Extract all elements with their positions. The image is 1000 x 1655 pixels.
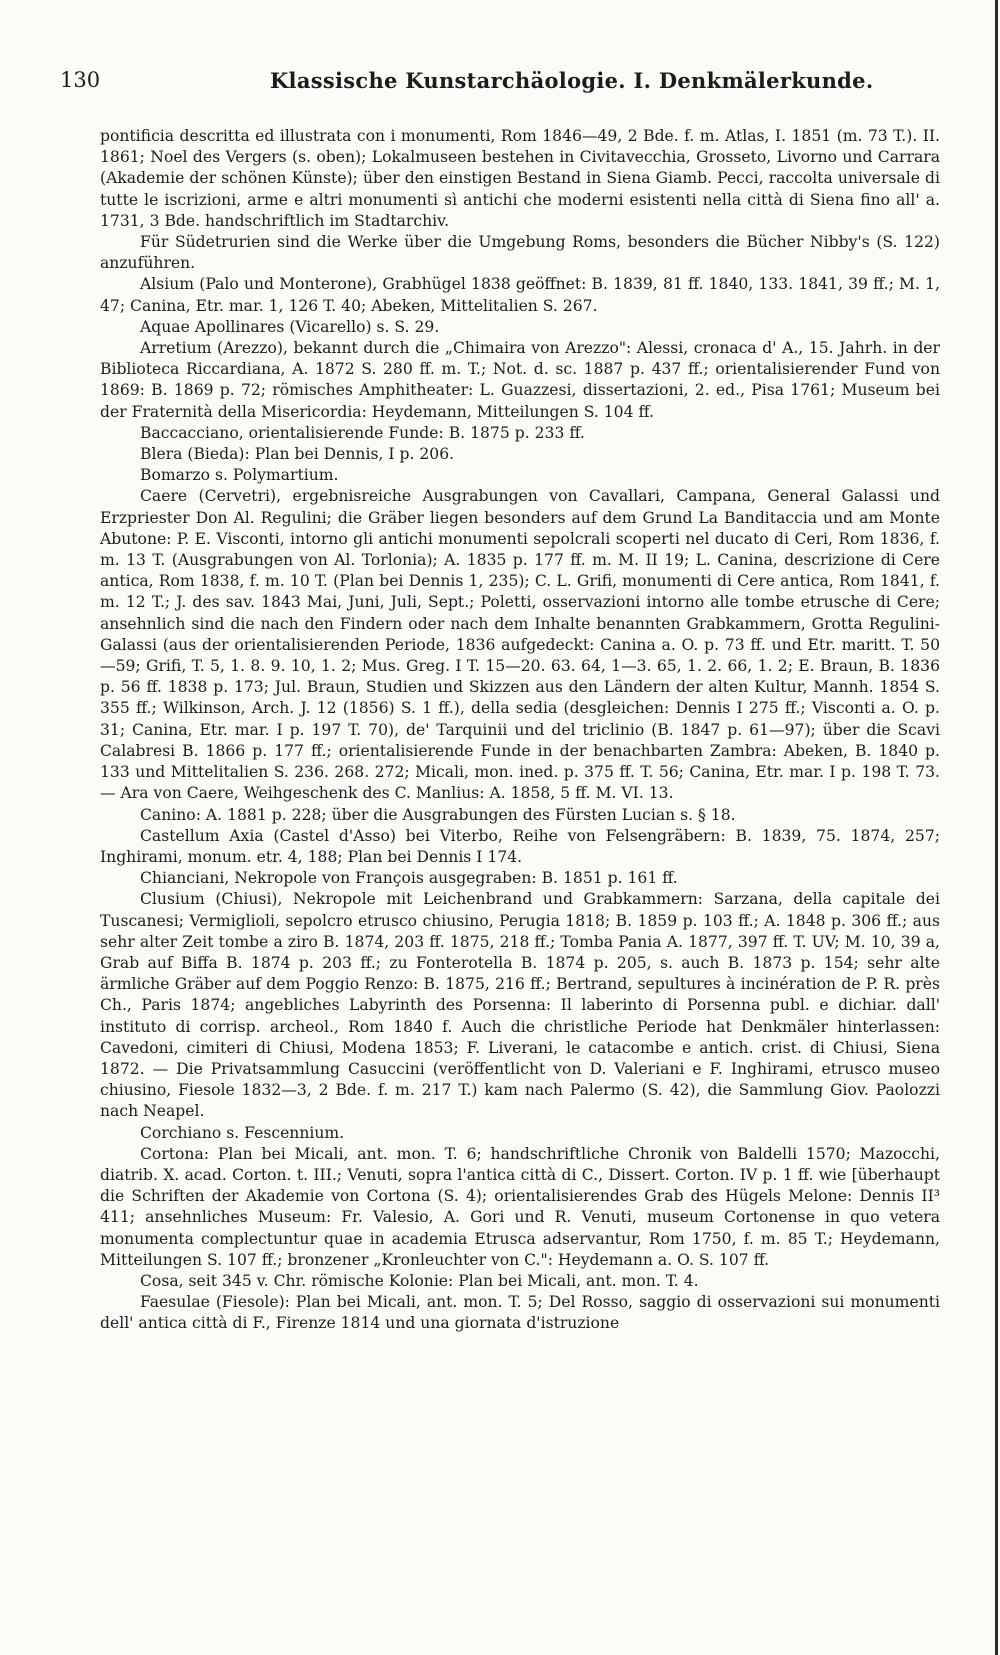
entry-castellum-axia: Castellum Axia (Castel d'Asso) bei Viterbo, Reihe von Felsengräbern: B. 1839, 75. 1874, 257; Inghirami, monum. etr. 4, 188; Plan bei Dennis I 174.	[100, 826, 940, 866]
entry-clusium: Clusium (Chiusi), Nekropole mit Leichenbrand und Grabkammern: Sarzana, della capitale dei Tuscanesi; Vermiglioli, sepolcro etrusco chiusino, Perugia 1818; B. 1859 p. 103 ff.; A. 1848 p. 306 ff.; aus sehr alter Zeit tombe a ziro B. 1874, 203 ff. 1875, 218 ff.; Tomba Pania A. 1877, 397 ff. T. UV; M. 10, 39 a, Grab auf Biffa B. 1874 p. 203 ff.; zu Fonterotella B. 1874 p. 205, s. auch B. 1873 p. 154; sehr alte ärmliche Gräber auf dem Poggio Renzo: B. 1875, 216 ff.; Bertrand, sepultures à incinération de P. R. près Ch., Paris 1874; angebliches Labyrinth des Porsenna: Il laberinto di Porsenna publ. e dichiar. dall' instituto di corrisp. archeol., Rom 1840 f. Auch die christliche Periode hat Denkmäler hinterlassen: Cavedoni, cimiteri di Chiusi, Modena 1853; F. Liverani, le catacombe e antich. crist. di Chiusi, Siena 1872. — Die Privatsammlung Casuccini (veröffentlicht von D. Valeriani e F. Inghirami, etrusco museo chiusino, Fiesole 1832—3, 2 Bde. f. m. 217 T.) kam nach Palermo (S. 42), die Sammlung Giov. Paolozzi nach Neapel.	[100, 890, 940, 1121]
page-number: 130	[60, 68, 101, 92]
entry-caere: Caere (Cervetri), ergebnisreiche Ausgrabungen von Cavallari, Campana, General Galassi und Erzpriester Don Al. Regulini; die Gräber liegen besonders auf dem Grund La Banditaccia und am Monte Abutone: P. E. Visconti, intorno gli antichi monumenti sepolcrali scoperti nel ducato di Ceri, Rom 1836, f. m. 13 T. (Ausgrabungen von Al. Torlonia); A. 1835 p. 177 ff. m. M. II 19; L. Canina, descrizione di Cere antica, Rom 1838, f. m. 10 T. (Plan bei Dennis 1, 235); C. L. Grifi, monumenti di Cere antica, Rom 1841, f. m. 12 T.; J. des sav. 1843 Mai, Juni, Juli, Sept.; Poletti, osservazioni intorno alle tombe etrusche di Cere; ansehnlich sind die nach den Findern oder nach dem Inhalte benannten Grabkammern, Grotta Regulini-Galassi (aus der orientalisierenden Periode, 1836 aufgedeckt: Canina a. O. p. 73 ff. und Etr. maritt. T. 50—59; Grifi, T. 5, 1. 8. 9. 10, 1. 2; Mus. Greg. I T. 15—20. 63. 64, 1—3. 65, 1. 2. 66, 1. 2; E. Braun, B. 1836 p. 56 ff. 1838 p. 173; Jul. Braun, Studien und Skizzen aus den Ländern der alten Kultur, Mannh. 1854 S. 355 ff.; Wilkinson, Arch. J. 12 (1856) S. 1 ff.), della sedia (desgleichen: Dennis I 275 ff.; Visconti a. O. p. 31; Canina, Etr. mar. I p. 197 T. 70), de' Tarquinii und del triclinio (B. 1847 p. 61—97); über die Scavi Calabresi B. 1866 p. 177 ff.; orientalisierende Funde in der benachbarten Zambra: Abeken, B. 1840 p. 133 und Mittelitalien S. 236. 268. 272; Micali, mon. ined. p. 375 ff. T. 56; Canina, Etr. mar. I p. 198 T. 73. — Ara von Caere, Weihgeschenk des C. Manlius: A. 1858, 5 ff. M. VI. 13.	[100, 487, 940, 803]
entry-cosa: Cosa, seit 345 v. Chr. römische Kolonie: Plan bei Micali, ant. mon. T. 4.	[140, 1271, 699, 1290]
paragraph-continuation: pontificia descritta ed illustrata con i monumenti, Rom 1846—49, 2 Bde. f. m. Atlas, I. 1851 (m. 73 T.). II. 1861; Noel des Vergers (s. oben); Lokalmuseen bestehen in Civitavecchia, Grosseto, Livorno und Carrara (Akademie der schönen Künste); über den einstigen Bestand in Siena Giamb. Pecci, raccolta universale di tutte le iscrizioni, arme e altri monumenti sì antichi che moderni esistenti nella città di Siena fino all' a. 1731, 3 Bde. handschriftlich im Stadtarchiv.	[100, 127, 940, 230]
entry-arretium: Arretium (Arezzo), bekannt durch die „Chimaira von Arezzo": Alessi, cronaca d' A., 15. Jahrh. in der Biblioteca Riccardiana, A. 1872 S. 280 ff. m. T.; Not. d. sc. 1887 p. 437 ff.; orientalisierender Fund von 1869: B. 1869 p. 72; römisches Amphitheater: L. Guazzesi, dissertazioni, 2. ed., Pisa 1761; Museum bei der Fraternità della Misericordia: Heydemann, Mitteilungen S. 104 ff.	[100, 339, 940, 421]
entry-cortona: Cortona: Plan bei Micali, ant. mon. T. 6; handschriftliche Chronik von Baldelli 1570; Mazocchi, diatrib. X. acad. Corton. t. III.; Venuti, sopra l'antica città di C., Dissert. Corton. IV p. 1 ff. wie [überhaupt die Schriften der Akademie von Cortona (S. 4); orientalisierendes Grab des Hügels Melone: Dennis II³ 411; ansehnliches Museum: Fr. Valesio, A. Gori und R. Venuti, museum Cortonense in quo vetera monumenta complectuntur quae in academia Etrusca adservantur, Rom 1750, f. m. 85 T.; Heydemann, Mitteilungen S. 107 ff.; bronzener „Kronleuchter von C.": Heydemann a. O. S. 107 ff.	[100, 1144, 940, 1269]
entry-chianciani: Chianciani, Nekropole von François ausgegraben: B. 1851 p. 161 ff.	[140, 869, 678, 888]
entry-aquae-apollinares: Aquae Apollinares (Vicarello) s. S. 29.	[140, 317, 440, 336]
body-text	[100, 126, 940, 1335]
entry-baccacciano: Baccacciano, orientalisierende Funde: B. 1875 p. 233 ff.	[140, 423, 585, 442]
entry-alsium: Alsium (Palo und Monterone), Grabhügel 1838 geöffnet: B. 1839, 81 ff. 1840, 133. 1841, 39 ff.; M. 1, 47; Canina, Etr. mar. 1, 126 T. 40; Abeken, Mittelitalien S. 267.	[100, 275, 940, 315]
entry-corchiano: Corchiano s. Fescennium.	[140, 1123, 345, 1142]
entry-bomarzo: Bomarzo s. Polymartium.	[140, 466, 339, 485]
page-header	[60, 68, 940, 98]
paragraph-suedetrurien: Für Südetrurien sind die Werke über die Umgebung Roms, besonders die Bücher Nibby's (S. 122) anzuführen.	[100, 233, 940, 273]
entry-faesulae: Faesulae (Fiesole): Plan bei Micali, ant. mon. T. 5; Del Rosso, saggio di osservazioni sui monumenti dell' antica città di F., Firenze 1814 und una giornata d'istruzione	[100, 1293, 940, 1333]
entry-canino: Canino: A. 1881 p. 228; über die Ausgrabungen des Fürsten Lucian s. § 18.	[140, 805, 736, 824]
running-head: Klassische Kunstarchäologie. I. Denkmälerkunde.	[270, 68, 874, 93]
entry-blera: Blera (Bieda): Plan bei Dennis, I p. 206.	[140, 445, 455, 464]
page-edge-shadow	[995, 0, 998, 1655]
